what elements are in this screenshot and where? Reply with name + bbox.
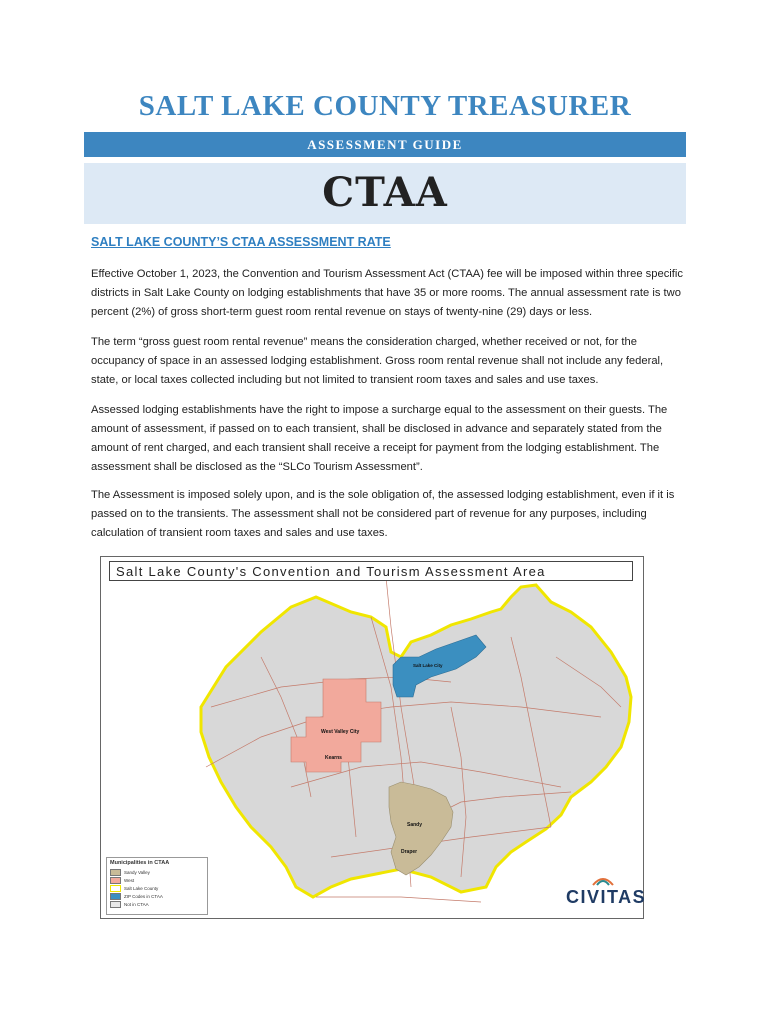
legend-item: Sandy Valley bbox=[107, 868, 207, 876]
label-sandy: Sandy bbox=[407, 822, 423, 828]
page-title: SALT LAKE COUNTY TREASURER bbox=[138, 90, 632, 122]
paragraph-surcharge: Assessed lodging establishments have the right to impose a surcharge equal to the assessment on their guests. The amount of assessment, if passed on to each transient, shall be disclosed in advance and separately stated from the amount of rent charged, and each transient shall receive a receipt for payment from the lodging establishment. The assessment shall be disclosed as the “SLCo Tourism Assessment”. bbox=[91, 404, 668, 473]
assessment-guide-banner: ASSESSMENT GUIDE bbox=[84, 132, 686, 157]
paragraph-obligation: The Assessment is imposed solely upon, and is the sole obligation of, the assessed lodging establishment, even if it is passed on to the transients. The assessment shall not be considered part of revenue for any purposes, including calculation of transient room taxes and sales and use taxes. bbox=[91, 489, 675, 539]
paragraph-effective-date: Effective October 1, 2023, the Convention and Tourism Assessment Act (CTAA) fee will be imposed within three specific districts in Salt Lake County on lodging establishments that have 35 or more rooms. The annual assessment rate is two percent (2%) of gross short-term guest room rental revenue on stays of twenty-nine (29) days or less. bbox=[91, 268, 683, 318]
label-kearns: Kearns bbox=[325, 755, 342, 761]
paragraph-gross-revenue-definition: The term “gross guest room rental revenue” means the consideration charged, whether received or not, for the occupancy of space in an assessed lodging establishment. Gross room rental revenue shall not include any federal, state, or local taxes collected including but not limited to transient room taxes and sales and use taxes. bbox=[91, 336, 664, 386]
ctaa-banner bbox=[84, 163, 686, 224]
label-slc: Salt Lake City bbox=[413, 663, 443, 668]
section-heading: SALT LAKE COUNTY’S CTAA ASSESSMENT RATE bbox=[91, 235, 391, 249]
ctaa-map bbox=[100, 556, 647, 919]
civitas-logo: CIVITAS bbox=[566, 887, 647, 907]
label-draper: Draper bbox=[401, 849, 418, 855]
legend-title: Municipalities in CTAA bbox=[110, 860, 170, 866]
map-legend bbox=[106, 857, 208, 915]
legend-item: ZIP Codes in CTAA bbox=[107, 892, 207, 900]
legend-item: Not in CTAA bbox=[107, 900, 207, 908]
label-west-valley: West Valley City bbox=[321, 729, 360, 735]
civitas-logo-icon bbox=[593, 879, 613, 885]
legend-item: West bbox=[107, 876, 207, 884]
legend-item: Salt Lake County bbox=[107, 884, 207, 892]
map-title: Salt Lake County's Convention and Tourism Assessment Area bbox=[109, 561, 633, 581]
ctaa-heading: CTAA bbox=[322, 169, 448, 216]
